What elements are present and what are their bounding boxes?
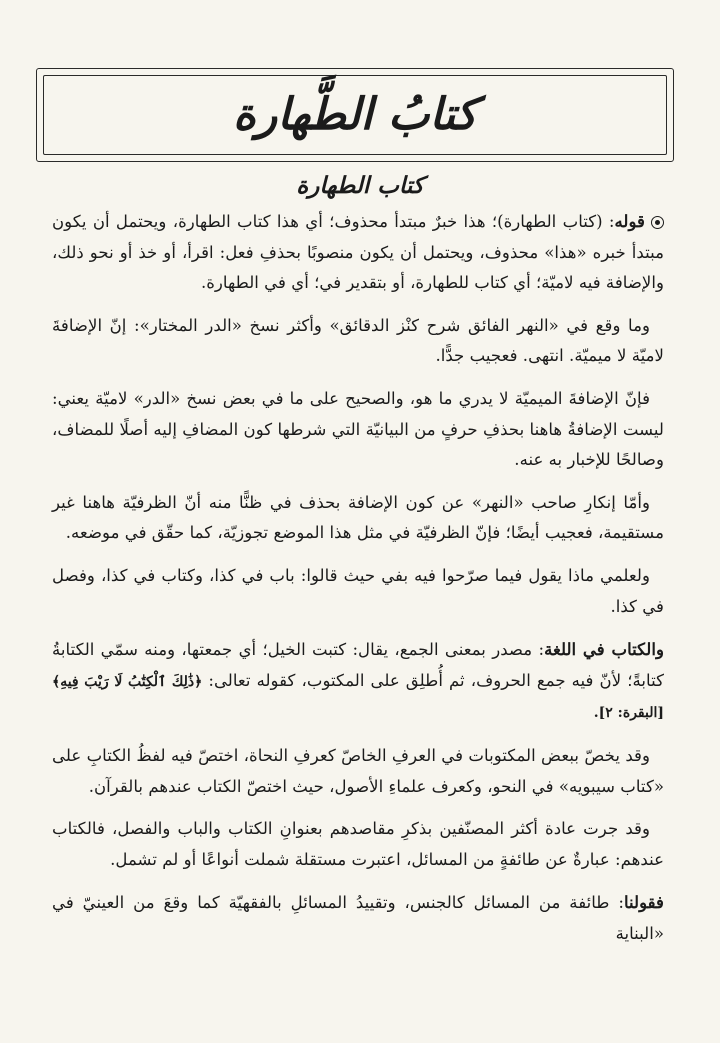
quran-citation: ﴿ذَٰلِكَ ٱلْكِتَٰبُ لَا رَيْبَ فِيهِ﴾ [البقرة: ٢]. — [52, 673, 664, 722]
title-frame-outer — [36, 68, 674, 162]
book-title: كتابُ الطَّهارة — [232, 89, 478, 140]
paragraph-6-lead: والكتاب في اللغة — [544, 639, 664, 660]
title-frame-inner — [43, 75, 667, 155]
paragraph-5: ولعلمي ماذا يقول فيما صرّحوا فيه بفي حيث قالوا: باب في كذا، وكتاب في كذا، وفصل في كذا. — [52, 565, 664, 616]
paragraph-2: وما وقع في «النهر الفائق شرح كنْز الدقائق» وأكثر نسخ «الدر المختار»: إنّ الإضافةَ لاميّة لا ميميّة. انتهى. فعجيب جدًّا. — [52, 315, 664, 366]
paragraph-3: فإنّ الإضافةَ الميميّة لا يدري ما هو، والصحيح على ما في بعض نسخ «الدر» لاميّة يعني: ليست الإضافةُ هاهنا بحذفِ حرفٍ من البيانيّة التي شرطها كون المضافِ إليه أصلًا للمضاف، وصالحًا للإخبار به عنه. — [52, 388, 664, 470]
paragraph-7: وقد يخصّ ببعض المكتوبات في العرفِ الخاصّ كعرفِ النحاة، اختصّ فيه لفظُ الكتابِ على «كتاب سيبويه» في النحو، وكعرف علماءِ الأصول، حيث اختصّ الكتاب عندهم بالقرآن. — [52, 745, 664, 796]
paragraph-1 — [52, 206, 664, 299]
paragraph-9-text: : طائفة من المسائل كالجنس، وتقييدُ المسائلِ بالفقهيّة كما وقعَ من العينيّ في «البناية — [52, 893, 664, 943]
paragraph-bullet-icon — [651, 216, 664, 229]
text-body — [52, 206, 664, 961]
paragraph-6-text: : مصدر بمعنى الجمع، يقال: كتبت الخيل؛ أي جمعتها، ومنه سمّي الكتابةُ كتابةً؛ لأنّ فيه جمع الحروف، ثم أُطلِق على المكتوب، كقوله تعالى: — [52, 640, 664, 690]
paragraph-4: وأمّا إنكارِ صاحب «النهر» عن كون الإضافة بحذف في ظنًّا منه أنّ الظرفيّة هاهنا غير مستقيمة، فعجيب أيضًا؛ فإنّ الظرفيّة في مثل هذا الموضع تجوزيّة، كما حقّق في موضعه. — [52, 492, 664, 543]
section-title: كتاب الطهارة — [296, 173, 424, 199]
paragraph-1-lead: قوله — [614, 211, 645, 231]
paragraph-9 — [52, 887, 664, 949]
paragraph-8: وقد جرت عادة أكثر المصنّفين بذكرِ مقاصدهم بعنوانِ الكتاب والباب والفصل، فالكتاب عندهم: عبارةٌ عن طائفةٍ من المسائل، اعتبرت مستقلة شملت أنواعًا أو لم تشمل. — [52, 819, 664, 869]
paragraph-6 — [52, 634, 664, 729]
paragraph-1-text: : (كتاب الطهارة)؛ هذا خبرٌ مبتدأ محذوف؛ أي هذا كتاب الطهارة، ويحتمل أن يكون مبتدأ خبره «هذا» محذوف، ويحتمل أن يكون منصوبًا بحذفِ فعل: اقرأ، أو خذ أو نحو ذلك، والإضافة فيه لاميّة؛ أي كتاب للطهارة، أو بتقدير في؛ أي في الطهارة. — [52, 212, 664, 293]
paragraph-9-lead: فقولنا — [623, 892, 664, 913]
